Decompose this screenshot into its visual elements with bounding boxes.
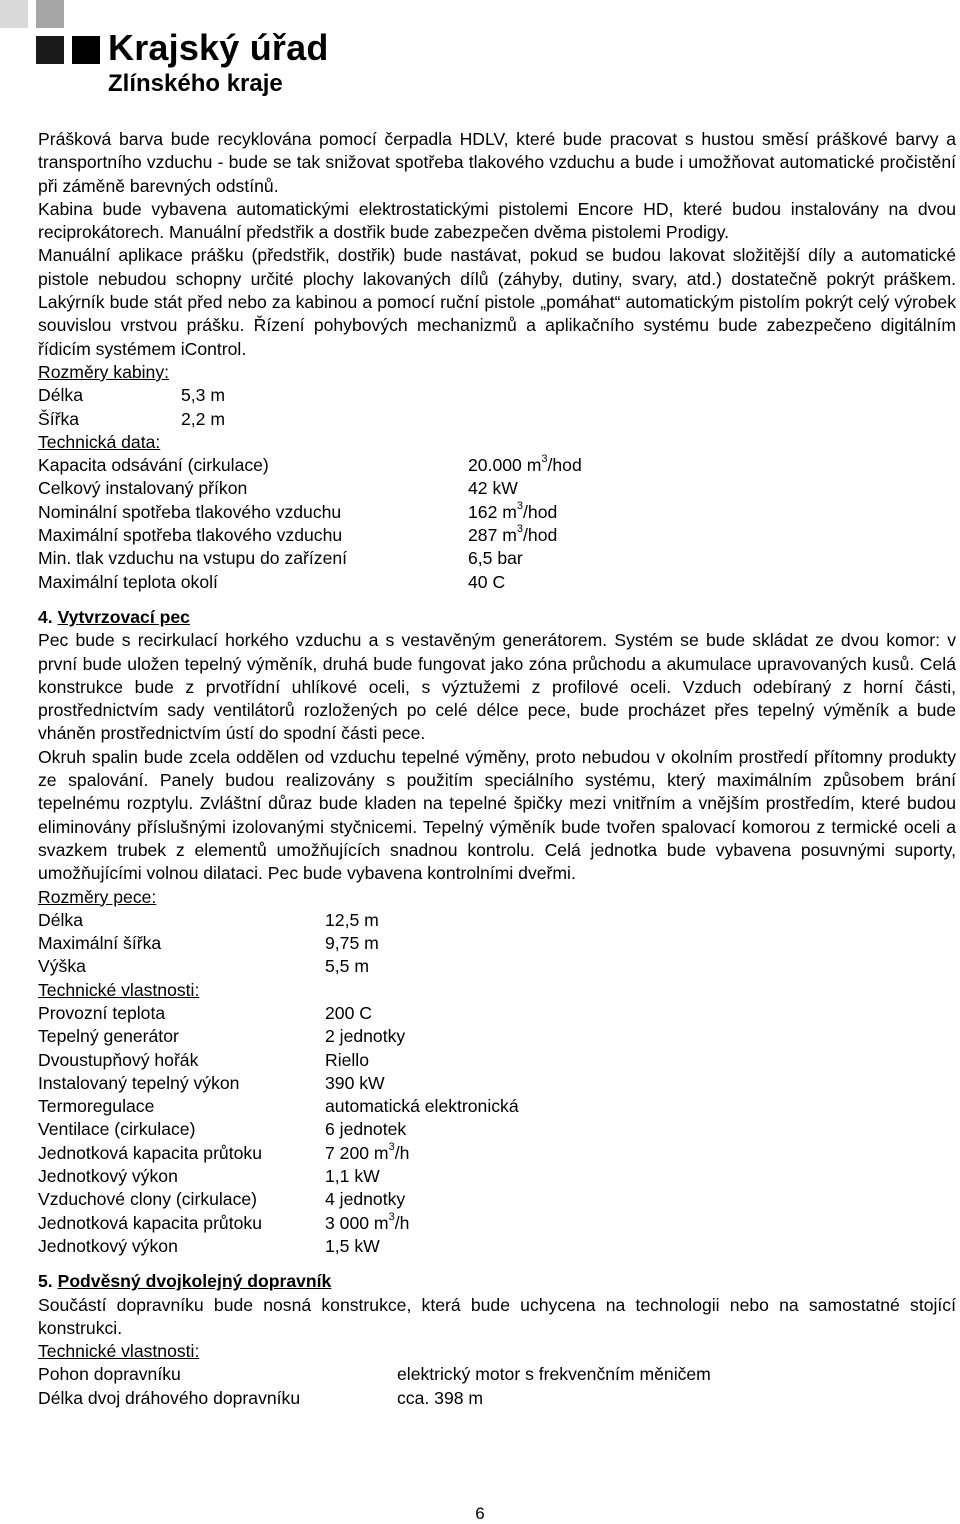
dimension-value: 2,2 m: [181, 408, 226, 429]
intro-paragraph-3: Manuální aplikace prášku (předstřik, dostřik) bude nastávat, pokud se budou lakovat složitější díly a automatické pistole nebudou schopny určité plochy lakovaných dílů (záhyby, dutiny, svary, atd.) dostatečně pokrýt práškem. Lakýrník bude stát před nebo za kabinou a pomocí ruční pistole „pomáhat“ automatickým pistolím pokrýt celý výrobek souvislou vrstvou prášku. Řízení pohybových mechanizmů a aplikačního systému bude zabezpečeno digitálním řídicím systémem iControl.: [38, 245, 956, 359]
conveyor-property-row: [38, 1387, 956, 1410]
oven-dimension-row: [38, 932, 956, 955]
dimension-label: Šířka: [38, 408, 80, 429]
dimension-label: Délka: [38, 909, 83, 930]
tech-label: Celkový instalovaný příkon: [38, 478, 248, 499]
section-number: 5.: [38, 1271, 53, 1292]
dimension-value: 9,75 m: [325, 933, 379, 954]
cabin-dimension-row: [38, 408, 956, 431]
cabin-dimensions-heading: Rozměry kabiny:: [38, 361, 170, 382]
section-5-paragraph-1: Součástí dopravníku bude nosná konstrukce, která bude uchycena na technologii nebo na samostatné stojící konstrukci.: [38, 1294, 956, 1338]
property-value: cca. 398 m: [397, 1387, 484, 1408]
property-label: Provozní teplota: [38, 1002, 166, 1023]
oven-property-row: [38, 1025, 956, 1048]
cabin-tech-row: [38, 571, 956, 594]
conveyor-properties-heading: Technické vlastnosti:: [38, 1341, 200, 1362]
section-title: Vytvrzovací pec: [57, 606, 190, 627]
property-label: Délka dvoj dráhového dopravníku: [38, 1387, 301, 1408]
krajsky-urad-logo: [0, 0, 329, 110]
oven-dimension-row: [38, 955, 956, 978]
tech-label: Nominální spotřeba tlakového vzduchu: [38, 501, 342, 522]
property-label: Termoregulace: [38, 1096, 155, 1117]
section-4-paragraph-1: Pec bude s recirkulací horkého vzduchu a s vestavěným generátorem. Systém se bude skládat ze dvou komor: v první bude uložen tepelný výměník, druhá bude fungovat jako zóna průchodu a akumulace upravovaných kusů. Celá konstrukce bude z prvotřídní uhlíkové oceli, s výztužemi z profilové oceli. Vzduch odebíraný z horní části, prostřednictvím sady ventilátorů rozložených po celé délce pece, bude procházet přes tepelný výměník a bude vháněn prostřednictvím ústí do spodní části pece.: [38, 630, 956, 744]
conveyor-property-row: [38, 1363, 956, 1386]
property-label: Vzduchové clony (cirkulace): [38, 1189, 258, 1210]
cabin-tech-heading: Technická data:: [38, 431, 161, 452]
logo-square-mid: [36, 0, 64, 28]
tech-value: 162 $m^3$/hod: [468, 499, 558, 522]
oven-property-row: [38, 1049, 956, 1072]
section-4-heading: [38, 606, 956, 629]
logo-square-light: [0, 0, 28, 28]
section-4-paragraph-2: Okruh spalin bude zcela oddělen od vzduchu tepelné výměny, proto nebudou v okolním prostředí přítomny produkty ze spalování. Panely budou realizovány s použitím speciálního systému, který maximálním způsobem brání tepelnému rozptylu. Zvláštní důraz bude kladen na tepelné špičky mezi vnitřním a vnějším prostředím, které budou eliminovány příslušnými izolovanými styčnicemi. Tepelný výměník bude tvořen spalovací komorou z termické oceli a svazkem trubek z elementů umožňujících snadnou kontrolu. Celá jednotka bude vybavena posuvnými suporty, umožňujícími volnou dilataci. Pec bude vybavena kontrolními dveřmi.: [38, 746, 956, 884]
oven-property-row: [38, 1118, 956, 1141]
property-value: Riello: [325, 1049, 370, 1070]
property-label: Ventilace (cirkulace): [38, 1119, 196, 1140]
logo-subtitle: Zlínského kraje: [108, 70, 283, 97]
oven-property-row: [38, 1142, 956, 1165]
property-value: 1,5 kW: [325, 1235, 380, 1256]
property-label: Dvoustupňový hořák: [38, 1049, 199, 1070]
property-value: elektrický motor s frekvenčním měničem: [397, 1364, 711, 1385]
dimension-label: Délka: [38, 385, 83, 406]
oven-property-row: [38, 1188, 956, 1211]
dimension-value: 5,3 m: [181, 385, 226, 406]
property-label: Tepelný generátor: [38, 1026, 179, 1047]
section-number: 4.: [38, 606, 53, 627]
tech-value: 20.000 $m^3$/hod: [468, 453, 582, 476]
tech-label: Min. tlak vzduchu na vstupu do zařízení: [38, 548, 348, 569]
oven-dimensions-heading: Rozměry pece:: [38, 886, 157, 907]
tech-value: 40 C: [468, 571, 506, 592]
property-label: Jednotkový výkon: [38, 1166, 178, 1187]
page-number: 6: [475, 1504, 485, 1523]
oven-dimension-row: [38, 909, 956, 932]
dimension-value: 12,5 m: [325, 909, 379, 930]
dimension-label: Maximální šířka: [38, 933, 162, 954]
dimension-value: 5,5 m: [325, 956, 370, 977]
oven-property-row: [38, 1235, 956, 1258]
logo-title: Krajský úřad: [108, 27, 329, 68]
cabin-tech-row: [38, 501, 956, 524]
tech-value: 42 kW: [468, 478, 518, 499]
oven-property-row: [38, 1072, 956, 1095]
property-value: 2 jednotky: [325, 1026, 406, 1047]
intro-paragraph-2: Kabina bude vybavena automatickými elektrostatickými pistolemi Encore HD, které budou instalovány na dvou reciprokátorech. Manuální předstřik a dostřik bude zabezpečen dvěma pistolemi Prodigy.: [38, 198, 956, 243]
tech-label: Maximální spotřeba tlakového vzduchu: [38, 525, 343, 546]
property-value: 3 000 $m^3/h$: [325, 1210, 410, 1233]
oven-property-row: [38, 1212, 956, 1235]
tech-value: 287 $m^3$/hod: [468, 523, 558, 546]
cabin-tech-row: [38, 547, 956, 570]
oven-property-row: [38, 1165, 956, 1188]
property-value: 7 200 $m^3/h$: [325, 1140, 410, 1163]
document-body: [38, 128, 956, 1410]
cabin-tech-row: [38, 454, 956, 477]
cabin-tech-row: [38, 524, 956, 547]
tech-value: 6,5 bar: [468, 548, 523, 569]
property-label: Jednotková kapacita průtoku: [38, 1212, 262, 1233]
property-label: Jednotková kapacita průtoku: [38, 1142, 262, 1163]
tech-label: Kapacita odsávání (cirkulace): [38, 455, 269, 476]
oven-property-row: [38, 1095, 956, 1118]
property-value: automatická elektronická: [325, 1096, 519, 1117]
cabin-tech-row: [38, 477, 956, 500]
property-value: 200 C: [325, 1002, 372, 1023]
property-value: 6 jednotek: [325, 1119, 407, 1140]
oven-property-row: [38, 1002, 956, 1025]
property-label: Jednotkový výkon: [38, 1235, 178, 1256]
property-label: Instalovaný tepelný výkon: [38, 1072, 240, 1093]
section-5-heading: [38, 1270, 956, 1293]
property-value: 4 jednotky: [325, 1189, 406, 1210]
dimension-label: Výška: [38, 956, 86, 977]
section-title: Podvěsný dvojkolejný dopravník: [57, 1271, 332, 1292]
property-value: 1,1 kW: [325, 1166, 380, 1187]
property-value: 390 kW: [325, 1072, 385, 1093]
property-label: Pohon dopravníku: [38, 1364, 181, 1385]
oven-properties-heading: Technické vlastnosti:: [38, 979, 200, 1000]
tech-label: Maximální teplota okolí: [38, 571, 218, 592]
logo-square-black: [72, 36, 100, 64]
intro-paragraph-1: Prášková barva bude recyklována pomocí čerpadla HDLV, které bude pracovat s hustou směsí práškové barvy a transportního vzduchu - bude se tak snižovat spotřeba tlakového vzduchu a bude i umožňovat automatické pročistění při záměně barevných odstínů.: [38, 129, 956, 196]
cabin-dimension-row: [38, 384, 956, 407]
logo-square-dark: [36, 36, 64, 64]
